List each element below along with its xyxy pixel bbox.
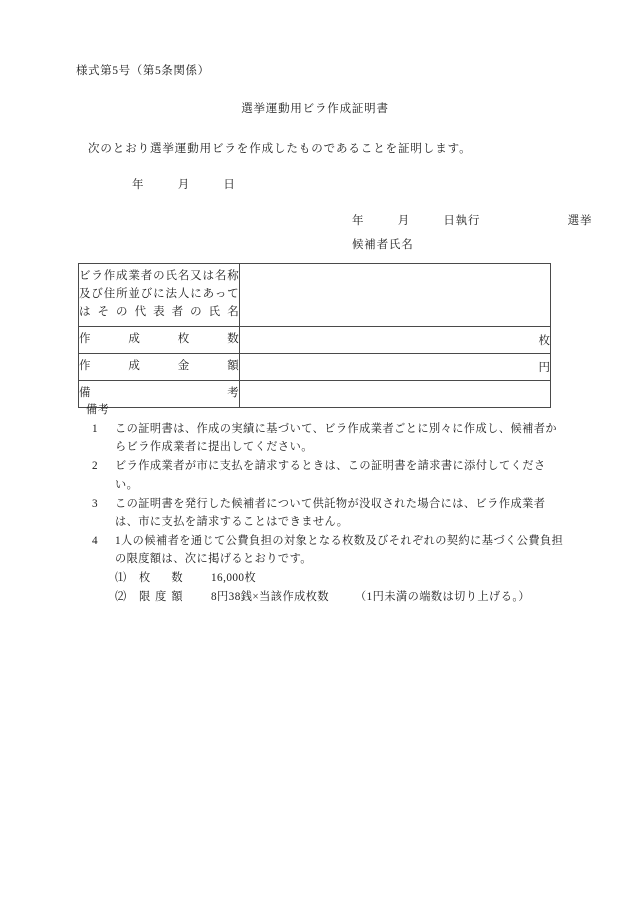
note-marker: 1	[92, 423, 99, 436]
page-title: 選挙運動用ビラ作成証明書	[241, 103, 389, 115]
candidate-name-label: 候補者氏名	[352, 239, 414, 251]
subitem-marker: ⑵	[115, 591, 127, 604]
subitem-label-text: 限度額	[139, 591, 183, 604]
intro-statement: 次のとおり選挙運動用ビラを作成したものであることを証明します。	[88, 143, 472, 155]
election-year-label: 年	[352, 215, 365, 227]
amount-unit: 円	[538, 362, 550, 374]
remarks-label: 備考	[79, 387, 239, 400]
election-date-line	[352, 212, 592, 228]
subitem-value: 16,000枚	[211, 572, 257, 585]
note-text: 1人の候補者を通じて公費負担の対象となる枚数及びそれぞれの契約に基づく公費負担の限度額は、次に掲げるとおりです。	[115, 534, 564, 566]
note-item	[86, 495, 566, 531]
row-label-producer-name	[79, 264, 240, 327]
election-day-label: 日執行	[443, 215, 481, 227]
issue-date-line	[132, 176, 236, 192]
subitem-label	[139, 588, 211, 606]
row-label-sheet-count	[79, 327, 240, 354]
amount-label: 作成金額	[79, 360, 239, 373]
election-month-label: 月	[397, 215, 410, 227]
sheet-count-unit: 枚	[538, 335, 550, 347]
issue-date-month-label: 月	[177, 179, 190, 191]
producer-label-line-2: 及び住所並びに法人にあって	[79, 288, 239, 301]
subitem-note: （1円未満の端数は切り上げる。）	[355, 591, 531, 604]
producer-label-line-3: はその代表者の氏名	[79, 305, 239, 318]
note-item	[86, 457, 566, 493]
sheet-count-label: 作成枚数	[79, 333, 239, 346]
producer-label-line-1: ビラ作成業者の氏名又は名称	[79, 270, 239, 283]
note-marker: 3	[92, 497, 99, 510]
row-label-amount	[79, 354, 240, 381]
note-text: この証明書は、作成の実績に基づいて、ビラ作成業者ごとに別々に作成し、候補者からビラ作成業者に提出してください。	[115, 423, 558, 454]
note-subitem	[115, 588, 566, 606]
subitem-marker: ⑴	[115, 572, 127, 585]
table-row	[79, 354, 551, 381]
note-item	[86, 532, 566, 607]
note-item	[86, 420, 566, 456]
table-row	[79, 327, 551, 354]
subitem-label-text: 枚 数	[139, 572, 183, 585]
notes-section	[86, 401, 566, 607]
election-label: 選挙	[567, 215, 593, 227]
subitem-value: 8円38銭×当該作成枚数	[211, 591, 329, 604]
note-text: ビラ作成業者が市に支払を請求するときは、この証明書を請求書に添付してください。	[115, 460, 546, 491]
subitem-label	[139, 569, 211, 587]
form-number: 様式第5号（第5条関係）	[76, 65, 210, 77]
table-row	[79, 264, 551, 327]
note-marker: 2	[92, 460, 99, 473]
note-marker: 4	[92, 534, 99, 547]
row-value-producer-name[interactable]	[240, 264, 551, 327]
certificate-table	[78, 263, 551, 408]
row-value-sheet-count[interactable]	[240, 327, 551, 354]
row-value-amount[interactable]	[240, 354, 551, 381]
notes-heading: 備考	[86, 404, 110, 416]
note-subitem	[115, 569, 566, 587]
issue-date-day-label: 日	[223, 179, 236, 191]
note-text: この証明書を発行した候補者について供託物が没収された場合には、ビラ作成業者は、市に支払を請求することはできません。	[115, 497, 546, 528]
issue-date-year-label: 年	[132, 179, 145, 191]
